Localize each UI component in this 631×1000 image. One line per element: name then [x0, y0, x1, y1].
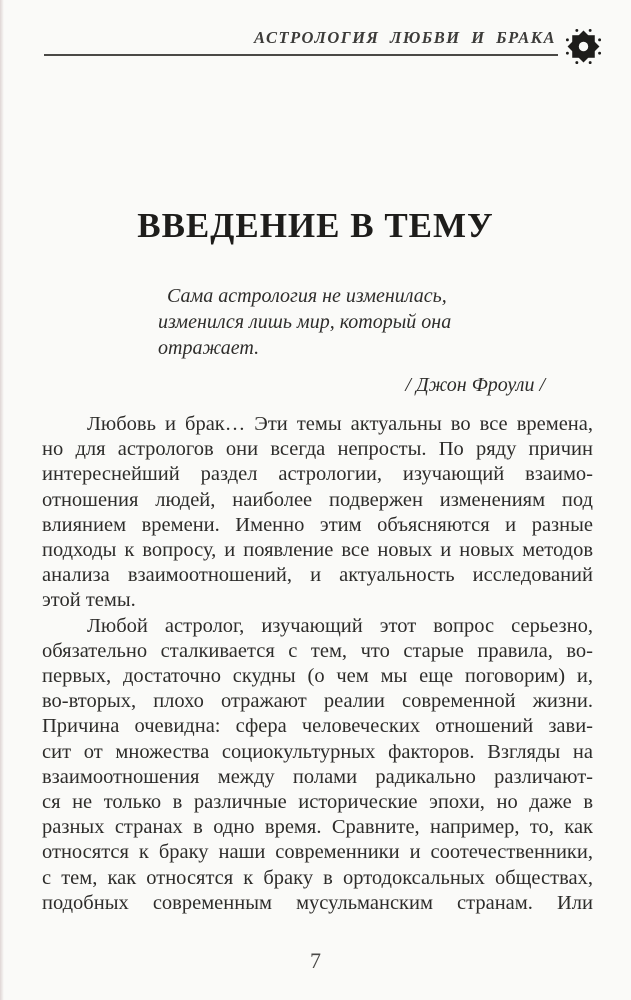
text-line: подобных современным мусульманским странам. Или: [42, 891, 593, 914]
text-line: но для астрологов они всегда непросты. По ряду причин: [42, 438, 593, 461]
text-line: этой темы.: [42, 589, 136, 612]
running-head: [44, 28, 558, 56]
text-line: относятся к браку наши современники и соотечественники,: [42, 841, 593, 864]
epigraph-lines: [158, 283, 555, 361]
text-line: сит от множества социокультурных факторов. Взгляды на: [42, 740, 593, 763]
text-line: влиянием времени. Именно этим объясняются и разные: [42, 513, 593, 536]
epigraph: [158, 283, 555, 398]
text-line: взаимоотношения между полами радикально различают-: [42, 765, 593, 788]
text-line: подходы к вопросу, и появление все новых и новых методов: [42, 539, 593, 562]
paragraph: [42, 614, 593, 916]
text-line: Любой астролог, изучающий этот вопрос серьезно,: [87, 614, 593, 637]
sunburst-icon: [563, 26, 604, 67]
text-line: во-вторых, плохо отражают реалии современной жизни.: [42, 690, 593, 713]
text-line: интереснейший раздел астрологии, изучающий взаимо-: [42, 463, 593, 486]
text-line: ся не только в различные исторические эпохи, но даже в: [42, 791, 593, 814]
epigraph-attribution: / Джон Фроули /: [405, 374, 545, 396]
page-number: 7: [310, 948, 321, 973]
text-line: анализа взаимоотношений, и актуальность исследований: [42, 564, 593, 587]
chapter-title: ВВЕДЕНИЕ В ТЕМУ: [137, 206, 494, 246]
epigraph-line: изменился лишь мир, который она отражает.: [158, 311, 452, 359]
epigraph-line: Сама астрология не изменилась,: [167, 285, 447, 307]
text-line: отношения людей, наиболее подвержен изменениям под: [42, 488, 593, 511]
text-line: Любовь и брак… Эти темы актуальны во все времена,: [87, 413, 593, 435]
paragraph: [42, 412, 593, 614]
text-line: обязательно сталкивается с тем, что старые правила, во-: [42, 639, 593, 662]
running-title: АСТРОЛОГИЯ ЛЮБВИ И БРАКА: [253, 28, 556, 47]
text-line: Причина очевидна: сфера человеческих отношений зави-: [42, 715, 593, 738]
text-line: с тем, как относятся к браку в ортодоксальных обществах,: [42, 866, 593, 889]
text-line: разных странах в одно время. Сравните, например, то, как: [42, 816, 593, 839]
text-line: первых, достаточно скудны (о чем мы еще поговорим) и,: [42, 665, 593, 688]
body-text: [42, 412, 593, 916]
